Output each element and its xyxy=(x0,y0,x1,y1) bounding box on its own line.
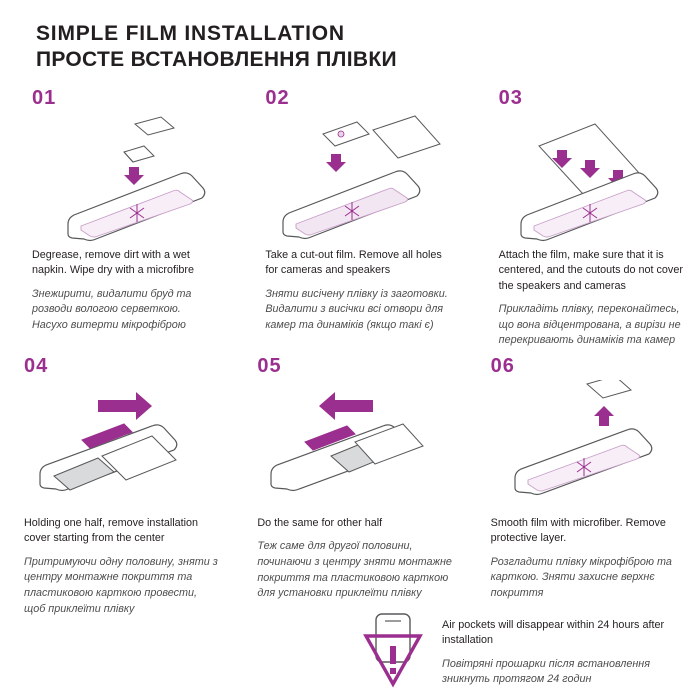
footer-text-block xyxy=(442,612,700,688)
steps-grid xyxy=(0,87,700,615)
step-caption-en-02: Take a cut-out film. Remove all holes for cameras and speakers xyxy=(265,249,442,277)
step-card-05 xyxy=(233,355,466,600)
step-caption-en-06: Smooth film with microfiber. Remove protective layer. xyxy=(490,517,666,545)
step-number-04: 04 xyxy=(24,355,49,377)
step-card-03 xyxy=(467,88,700,356)
steps-row-2 xyxy=(0,355,700,615)
step-caption-en-03: Attach the film, make sure that it is centered, and the cutouts do not cover the speakers and cameras xyxy=(498,249,683,292)
step-caption-uk-05: Теж саме для другої половини, починаючи з центру зняти монтажне покриття та пластиковою карткою для установки приклеїти плівку xyxy=(257,540,452,600)
steps-row-1 xyxy=(0,88,700,356)
step-card-01 xyxy=(0,88,233,356)
step-number-03: 03 xyxy=(498,87,523,109)
step-illustration-06 xyxy=(491,380,686,510)
step-caption-uk-01: Знежирити, видалити бруд та розводи вологою серветкою. Насухо витерти мікрофіброю xyxy=(32,287,192,331)
step-card-04 xyxy=(0,355,233,615)
step-caption-en-05: Do the same for other half xyxy=(257,517,383,529)
step-caption-en-01: Degrease, remove dirt with a wet napkin. Wipe dry with a microfibre xyxy=(32,249,195,277)
step-card-06 xyxy=(467,355,700,599)
poster-header xyxy=(36,22,656,71)
footer-note-en: Air pockets will disappear within 24 hours after installation xyxy=(442,619,665,647)
step-number-02: 02 xyxy=(265,87,290,109)
footer-note-uk: Повітряні прошарки після встановлення зникнуть протягом 24 годин xyxy=(442,657,650,686)
step-illustration-03 xyxy=(499,112,686,242)
footer-note xyxy=(0,612,700,688)
step-caption-en-04: Holding one half, remove installation cover starting from the center xyxy=(24,517,199,545)
step-caption-uk-03: Прикладіть плівку, переконайтесь, що вона відцентрована, а вирізи не перекривають динаміків та камер xyxy=(498,302,681,347)
title-english: SIMPLE FILM INSTALLATION xyxy=(36,22,345,45)
step-card-02 xyxy=(233,88,466,356)
step-illustration-04 xyxy=(24,380,219,510)
step-number-01: 01 xyxy=(32,87,57,109)
title-ukrainian: ПРОСТЕ ВСТАНОВЛЕННЯ ПЛІВКИ xyxy=(36,47,397,71)
step-caption-uk-02: Зняти висічену плівку із заготовки. Видалити з висічки всі отвори для камер та динаміків (якщо такі є) xyxy=(265,287,448,331)
step-illustration-05 xyxy=(257,380,452,510)
warning-exclamation-triangle-icon xyxy=(356,612,430,693)
step-number-05: 05 xyxy=(257,355,282,377)
step-caption-uk-06: Розгладити плівку мікрофіброю та карткою. Зняти захисне верхнє покриття xyxy=(490,555,672,599)
step-number-06: 06 xyxy=(490,355,515,377)
step-caption-uk-04: Притримуючи одну половину, зняти з центру монтажне покриття та пластиковою карткою провести, щоб приклеїти плівку xyxy=(24,555,218,615)
step-illustration-02 xyxy=(265,112,452,242)
step-illustration-01 xyxy=(32,112,219,242)
